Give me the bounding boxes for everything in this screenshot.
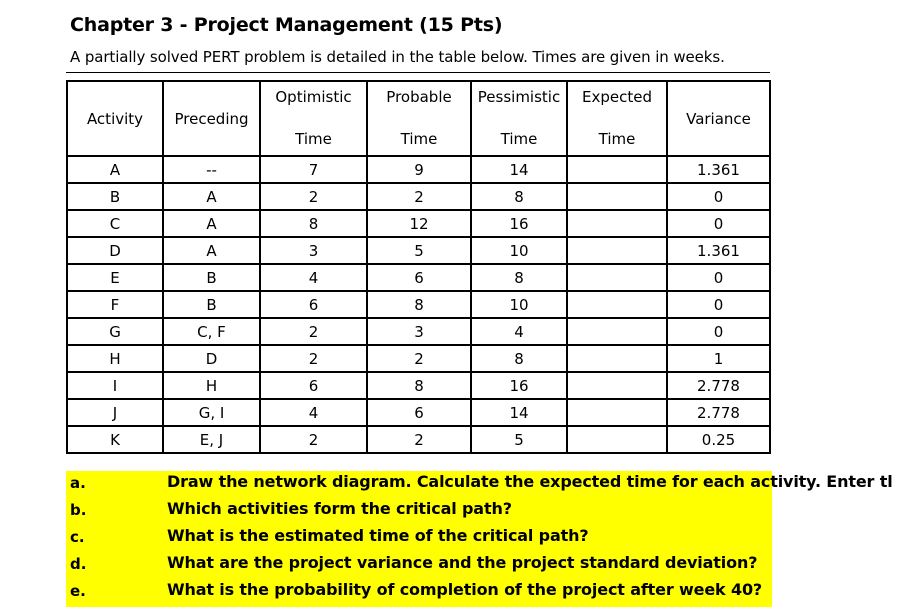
cell-activity: G — [67, 318, 163, 345]
cell-preceding: -- — [163, 156, 260, 183]
cell-optimistic: 2 — [260, 426, 367, 453]
cell-pessimistic: 14 — [471, 156, 567, 183]
cell-expected[interactable] — [567, 318, 667, 345]
table-row — [67, 156, 770, 183]
cell-pessimistic: 5 — [471, 426, 567, 453]
question-a-text-wrap — [66, 471, 906, 498]
cell-activity: E — [67, 264, 163, 291]
cell-probable: 8 — [367, 291, 471, 318]
header-pessimistic: Pessimistic — [471, 81, 567, 123]
cell-variance: 0 — [667, 183, 770, 210]
question-letter: b. — [70, 501, 87, 519]
cell-probable: 6 — [367, 399, 471, 426]
cell-expected[interactable] — [567, 183, 667, 210]
header-probable: Probable — [367, 81, 471, 123]
table-row — [67, 210, 770, 237]
question-text: What are the project variance and the project standard deviation? — [167, 553, 758, 572]
cell-activity: H — [67, 345, 163, 372]
cell-probable: 3 — [367, 318, 471, 345]
cell-optimistic: 7 — [260, 156, 367, 183]
cell-variance: 2.778 — [667, 399, 770, 426]
cell-expected[interactable] — [567, 345, 667, 372]
cell-optimistic: 4 — [260, 264, 367, 291]
cell-activity: J — [67, 399, 163, 426]
cell-optimistic: 2 — [260, 183, 367, 210]
header-expected-time: Time — [567, 123, 667, 156]
cell-pessimistic: 14 — [471, 399, 567, 426]
cell-activity: A — [67, 156, 163, 183]
page-title: Chapter 3 - Project Management (15 Pts) — [70, 14, 503, 36]
question-letter: a. — [70, 474, 86, 492]
cell-pessimistic: 16 — [471, 210, 567, 237]
table-row — [67, 372, 770, 399]
question-text: Draw the network diagram. Calculate the expected time for each activity. Enter tl — [167, 472, 893, 491]
question-e — [66, 579, 906, 606]
cell-optimistic: 6 — [260, 291, 367, 318]
question-text: Which activities form the critical path? — [167, 499, 512, 518]
header-preceding: Preceding — [163, 81, 260, 156]
cell-preceding: B — [163, 264, 260, 291]
cell-activity: I — [67, 372, 163, 399]
cell-expected[interactable] — [567, 399, 667, 426]
cell-expected[interactable] — [567, 264, 667, 291]
question-letter: e. — [70, 582, 86, 600]
pert-table — [66, 80, 771, 454]
cell-probable: 12 — [367, 210, 471, 237]
cell-variance: 1.361 — [667, 156, 770, 183]
cell-preceding: H — [163, 372, 260, 399]
question-c — [66, 525, 906, 552]
cell-expected[interactable] — [567, 372, 667, 399]
problem-description: A partially solved PERT problem is detailed in the table below. Times are given in weeks. — [70, 48, 725, 66]
cell-variance: 0 — [667, 264, 770, 291]
question-letter: d. — [70, 555, 87, 573]
cell-activity: C — [67, 210, 163, 237]
header-probable-time: Time — [367, 123, 471, 156]
cell-variance: 2.778 — [667, 372, 770, 399]
header-variance: Variance — [667, 81, 770, 156]
cell-probable: 6 — [367, 264, 471, 291]
cell-preceding: E, J — [163, 426, 260, 453]
cell-pessimistic: 10 — [471, 291, 567, 318]
cell-probable: 8 — [367, 372, 471, 399]
cell-probable: 9 — [367, 156, 471, 183]
cell-variance: 0 — [667, 318, 770, 345]
cell-optimistic: 2 — [260, 318, 367, 345]
cell-optimistic: 6 — [260, 372, 367, 399]
cell-preceding: A — [163, 237, 260, 264]
cell-pessimistic: 10 — [471, 237, 567, 264]
table-row — [67, 426, 770, 453]
table-row — [67, 345, 770, 372]
table-row — [67, 318, 770, 345]
cell-expected[interactable] — [567, 426, 667, 453]
header-optimistic: Optimistic — [260, 81, 367, 123]
cell-optimistic: 3 — [260, 237, 367, 264]
question-text: What is the probability of completion of the project after week 40? — [167, 580, 763, 599]
cell-variance: 0.25 — [667, 426, 770, 453]
cell-expected[interactable] — [567, 291, 667, 318]
cell-optimistic: 8 — [260, 210, 367, 237]
table-row — [67, 291, 770, 318]
table-row — [67, 264, 770, 291]
cell-preceding: C, F — [163, 318, 260, 345]
cell-pessimistic: 8 — [471, 345, 567, 372]
cell-activity: F — [67, 291, 163, 318]
cell-pessimistic: 16 — [471, 372, 567, 399]
question-b — [66, 498, 906, 525]
cell-preceding: G, I — [163, 399, 260, 426]
cell-pessimistic: 4 — [471, 318, 567, 345]
question-text: What is the estimated time of the critical path? — [167, 526, 589, 545]
cell-expected[interactable] — [567, 237, 667, 264]
cell-probable: 5 — [367, 237, 471, 264]
table-row — [67, 183, 770, 210]
header-pessimistic-time: Time — [471, 123, 567, 156]
cell-preceding: A — [163, 210, 260, 237]
cell-expected[interactable] — [567, 156, 667, 183]
cell-optimistic: 2 — [260, 345, 367, 372]
cell-preceding: B — [163, 291, 260, 318]
cell-preceding: D — [163, 345, 260, 372]
cell-variance: 0 — [667, 291, 770, 318]
cell-variance: 0 — [667, 210, 770, 237]
cell-pessimistic: 8 — [471, 183, 567, 210]
table-row — [67, 237, 770, 264]
cell-preceding: A — [163, 183, 260, 210]
cell-probable: 2 — [367, 345, 471, 372]
cell-activity: D — [67, 237, 163, 264]
cell-variance: 1.361 — [667, 237, 770, 264]
cell-expected[interactable] — [567, 210, 667, 237]
cell-probable: 2 — [367, 183, 471, 210]
cell-optimistic: 4 — [260, 399, 367, 426]
cell-variance: 1 — [667, 345, 770, 372]
header-optimistic-time: Time — [260, 123, 367, 156]
cell-activity: K — [67, 426, 163, 453]
divider — [66, 72, 770, 73]
question-d — [66, 552, 906, 579]
cell-pessimistic: 8 — [471, 264, 567, 291]
cell-probable: 2 — [367, 426, 471, 453]
question-letter: c. — [70, 528, 85, 546]
header-activity: Activity — [67, 81, 163, 156]
table-row — [67, 399, 770, 426]
cell-activity: B — [67, 183, 163, 210]
header-expected: Expected — [567, 81, 667, 123]
